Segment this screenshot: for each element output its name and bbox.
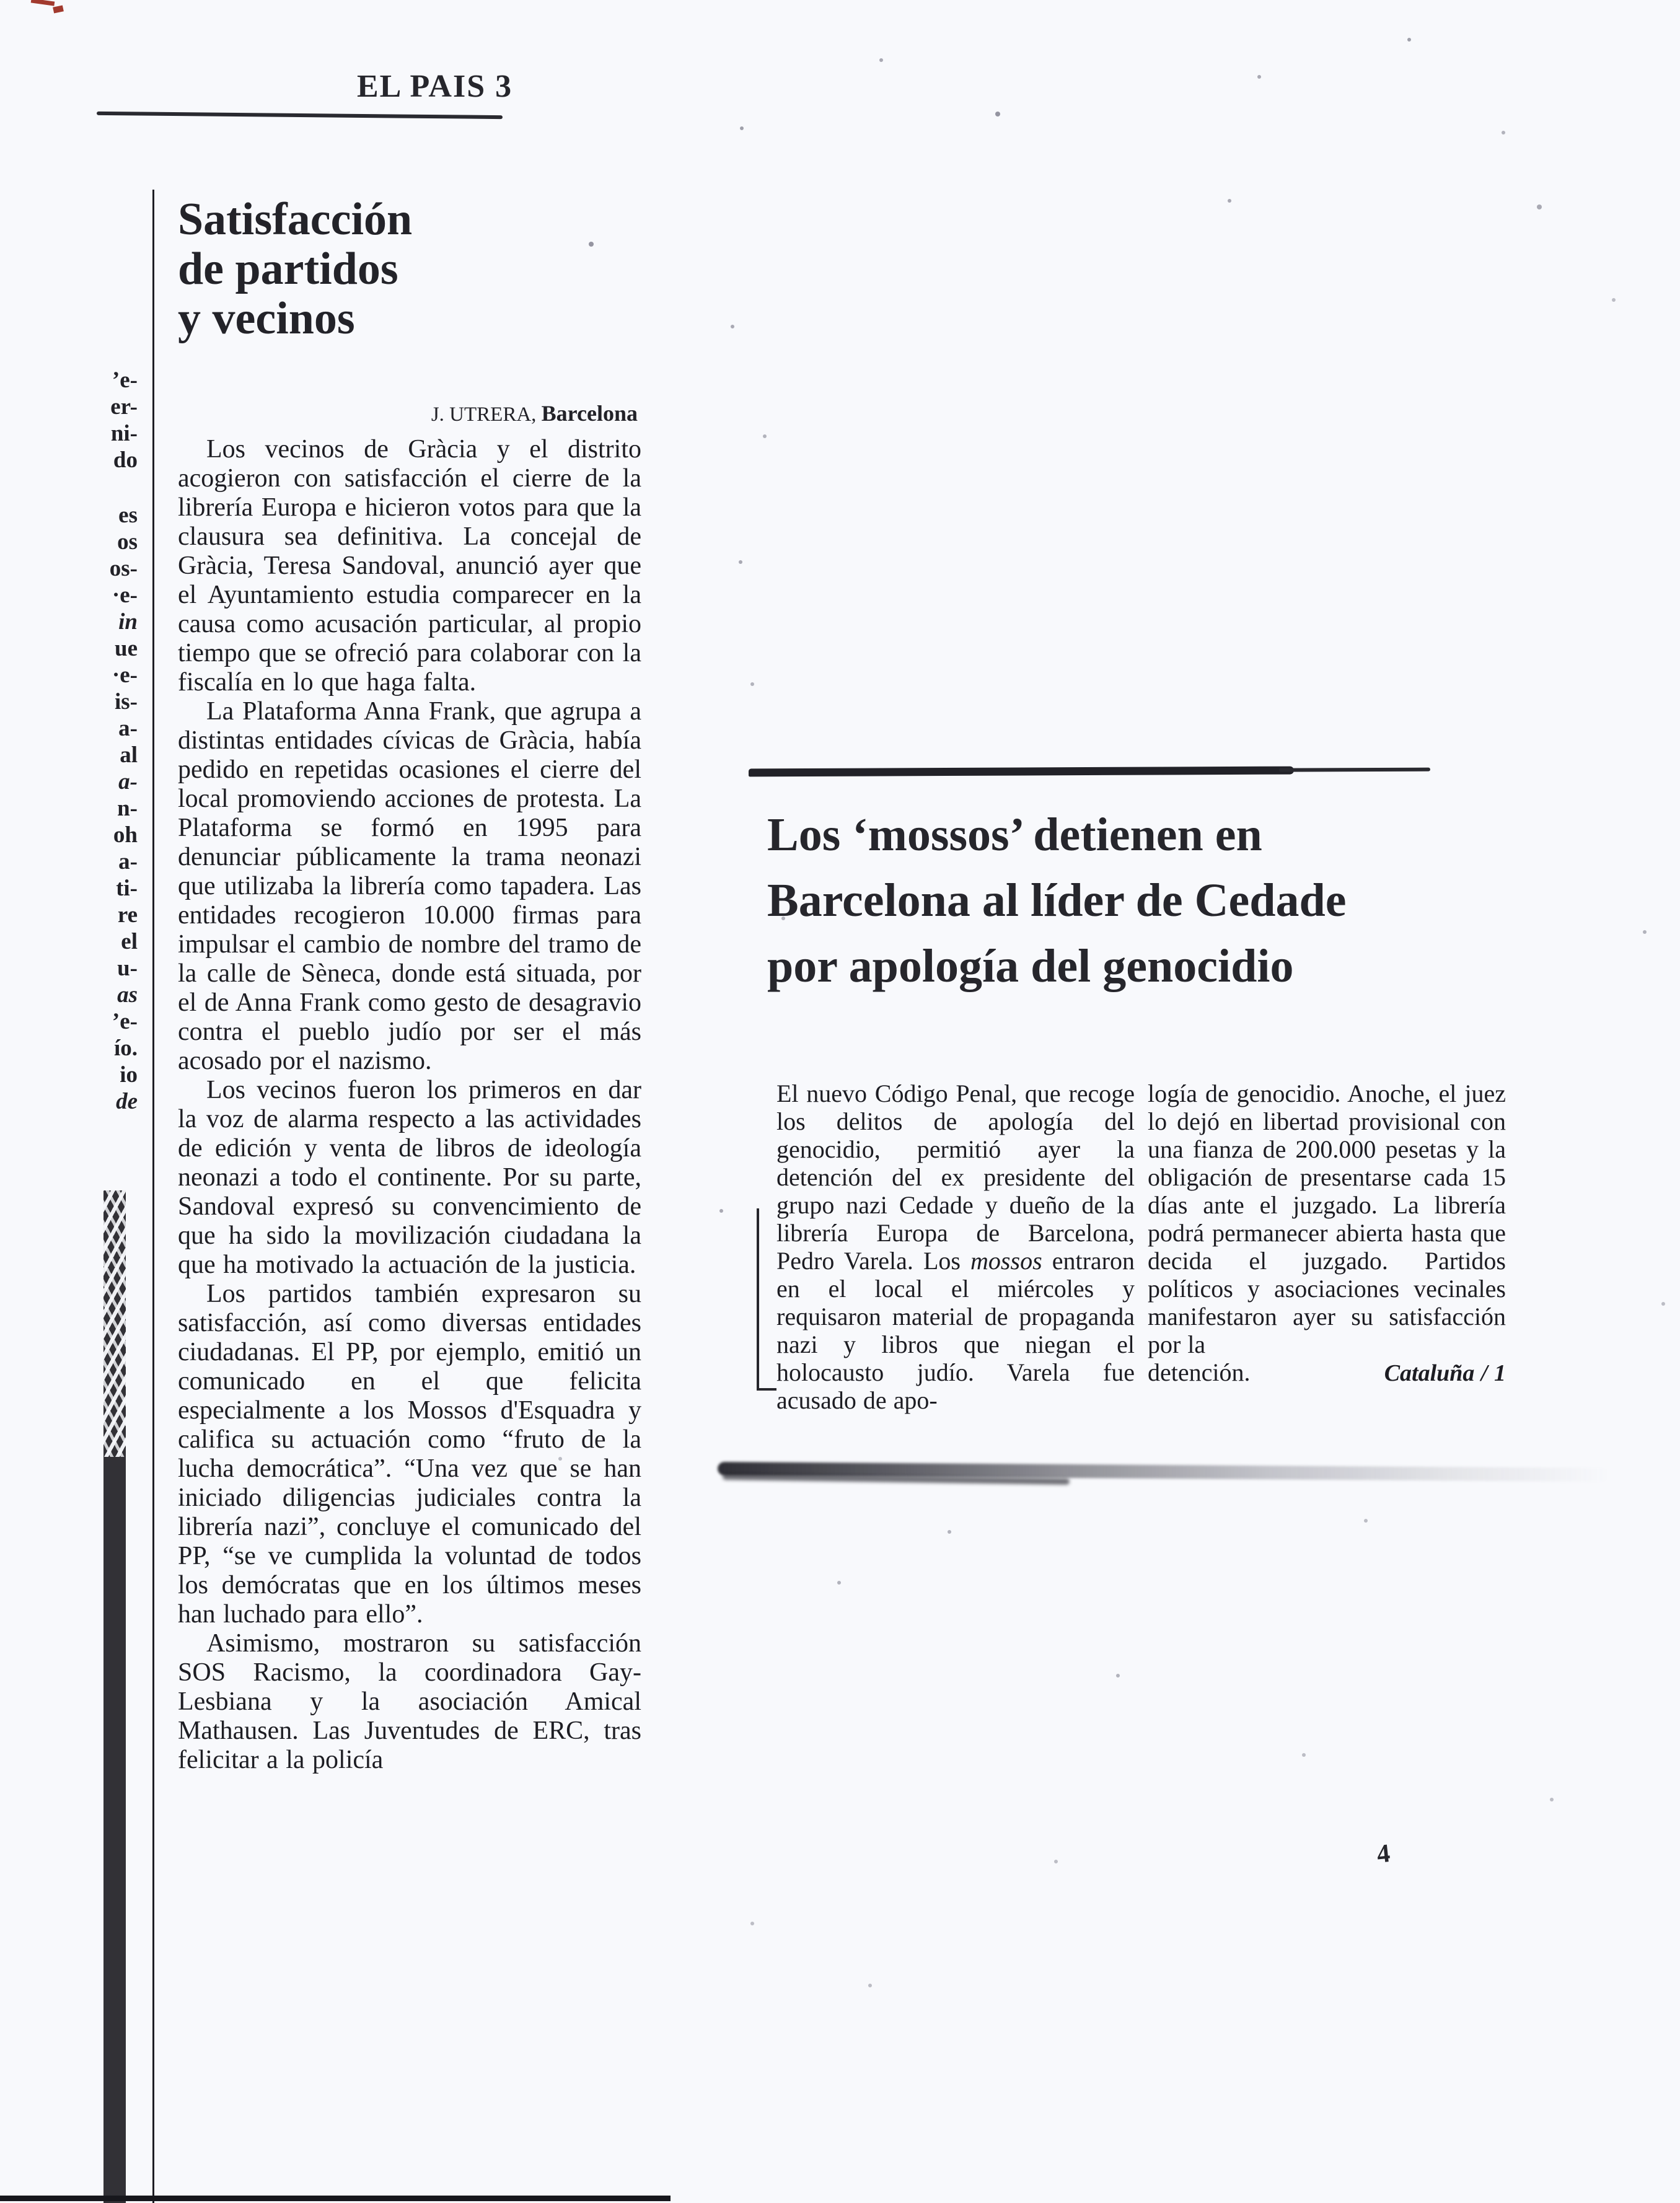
article2-col2-paragraph: logía de genocidio. Anoche, el juez lo dejó en libertad provisional con una fianza de 200.000 pesetas y la obligación de presentarse cada 15 días ante el juzgado. La librería podrá permanecer abierta hasta que decida el juzgado. Partidos políticos y asociaciones vecinales manifestaron ayer su satisfacción por la [1148,1080,1506,1358]
margin-fragment: el [121,929,138,954]
margin-fragment: re [117,902,138,928]
margin-fragment: de [116,1089,138,1114]
article2-margin-bracket [757,1208,776,1391]
margin-fragment: os- [109,556,138,581]
article2-col1-paragraph [776,1080,1135,1414]
article2-col1-text-post: entraron en el local el miércoles y requisaron material de propaganda nazi y libros que niegan el holocausto judío. Varela fue acusado de apo- [776,1247,1135,1414]
margin-fragment: n- [117,796,138,821]
margin-fragment: oh [113,822,138,848]
article1-paragraph: Los vecinos fueron los primeros en dar la voz de alarma respecto a las actividades de edición y venta de libros de ideología neonazi a todo el continente. Por su parte, Sandoval expresó su convencimiento de que ha sido la movilización ciudadana la que ha motivado la actuación de la justicia. [178,1076,641,1279]
margin-fragment: os [117,529,138,555]
article2-headline [767,802,1347,999]
margin-fragment: ue [115,636,138,661]
article2-column-1 [776,1080,1135,1414]
margin-fragment: u- [117,956,138,981]
article2-top-rule-main [749,767,1294,777]
article1-byline [178,400,650,426]
margin-fragment: as [117,982,138,1008]
article2-top-rule [749,766,1430,780]
article2-section-signature: Cataluña / 1 [1384,1360,1506,1386]
margin-fragment: a- [118,849,138,874]
red-ink-mark-small [53,5,64,13]
article2-col1-italic-word: mossos [970,1247,1042,1275]
handwritten-page-mark: 4 [1375,1839,1392,1869]
margin-fragment: do [113,447,138,473]
article1-paragraph: Los vecinos de Gràcia y el distrito acogieron con satisfacción el cierre de la librería Europa e hicieron votos para que la clausura sea definitiva. La concejal de Gràcia, Teresa Sandoval, anunció ayer que el Ayuntamiento estudia comparecer en la causa como acusación particular, al propio tiempo que se ofreció para colaborar con la fiscalía en lo que haga falta. [178,435,641,697]
article2-top-rule-tail [1279,768,1430,772]
margin-fragment: is- [115,689,138,715]
article1-paragraph: Asimismo, mostraron su satisfacción SOS Racismo, la coordinadora Gay-Lesbiana y la asociación Amical Mathausen. Las Juventudes de ERC, tras felicitar a la policía [178,1629,641,1774]
article2-column-2 [1148,1080,1506,1387]
margin-fragment: es [118,503,138,528]
black-marker-bar-texture [100,1190,128,1457]
scan-noise-specks [0,0,2,2]
margin-fragment: ’e- [112,1009,138,1034]
scan-bottom-edge-line [0,2196,671,2201]
article2-col2-last-line [1148,1358,1506,1387]
margin-fragment: in [118,609,138,635]
margin-fragment: io [120,1062,138,1088]
margin-fragment: ni- [110,421,138,446]
margin-fragment: al [120,742,138,768]
article2-col1-text-pre: El nuevo Código Penal, que recoge los delitos de apología del genocidio, permitió ayer la detención del ex presidente del grupo nazi Cedade y dueño de la librería Europa de Barcelona, Pedro Varela. Los [776,1080,1135,1275]
article2-headline-line: Barcelona al líder de Cedade [767,874,1347,926]
article1-paragraph: Los partidos también expresaron su satisfacción, así como diversas entidades ciudadanas. El PP, por ejemplo, emitió un comunicado en el que felicita especialmente a los Mossos d'Esquadra y califica su actuación como “fruto de la lucha democrática”. “Una vez que se han iniciado diligencias judiciales contra la librería nazi”, concluye el comunicado del PP, “se ve cumplida la voluntad de todos los demócratas que en los últimos meses han luchado para ello”. [178,1280,641,1629]
masthead-title: EL PAIS 3 [357,69,513,104]
margin-fragment: a- [118,716,138,741]
margin-fragment: ·e- [112,662,138,688]
margin-fragment: a- [118,769,138,794]
margin-fragment: ’e- [112,367,138,393]
red-ink-mark [31,0,55,6]
masthead-underline [97,112,503,119]
article2-headline-line: por apología del genocidio [767,940,1294,992]
article2-col2-last-word: detención. [1148,1358,1251,1386]
margin-fragment: ·e- [112,583,138,608]
margin-fragment: ti- [116,876,138,901]
article1-title-line: Satisfacción [178,194,413,245]
column-divider-rule [152,190,154,2203]
margin-fragment: ío. [113,1036,138,1061]
margin-fragments [73,367,138,1115]
article1-title-line: y vecinos [178,293,355,344]
byline-author: J. UTRERA, [431,403,542,426]
margin-fragment: er- [110,394,138,420]
article1-paragraph: La Plataforma Anna Frank, que agrupa a distintas entidades cívicas de Gràcia, había pedido en repetidas ocasiones el cierre del local promoviendo acciones de protesta. La Plataforma se formó en 1995 para denunciar públicamente la trama neonazi que utilizaba la librería como tapadera. Las entidades recogieron 10.000 firmas para impulsar el cambio de nombre del tramo de la calle de Sèneca, donde está situada, por el de Anna Frank como gesto de desagravio contra el pueblo judío por ser el más acosado por el nazismo. [178,697,641,1075]
article1-title-line: de partidos [178,244,398,294]
article2-headline-line: Los ‘mossos’ detienen en [767,809,1262,861]
article1-title [178,195,412,343]
byline-location: Barcelona [541,401,638,426]
article1-body [178,435,641,1775]
